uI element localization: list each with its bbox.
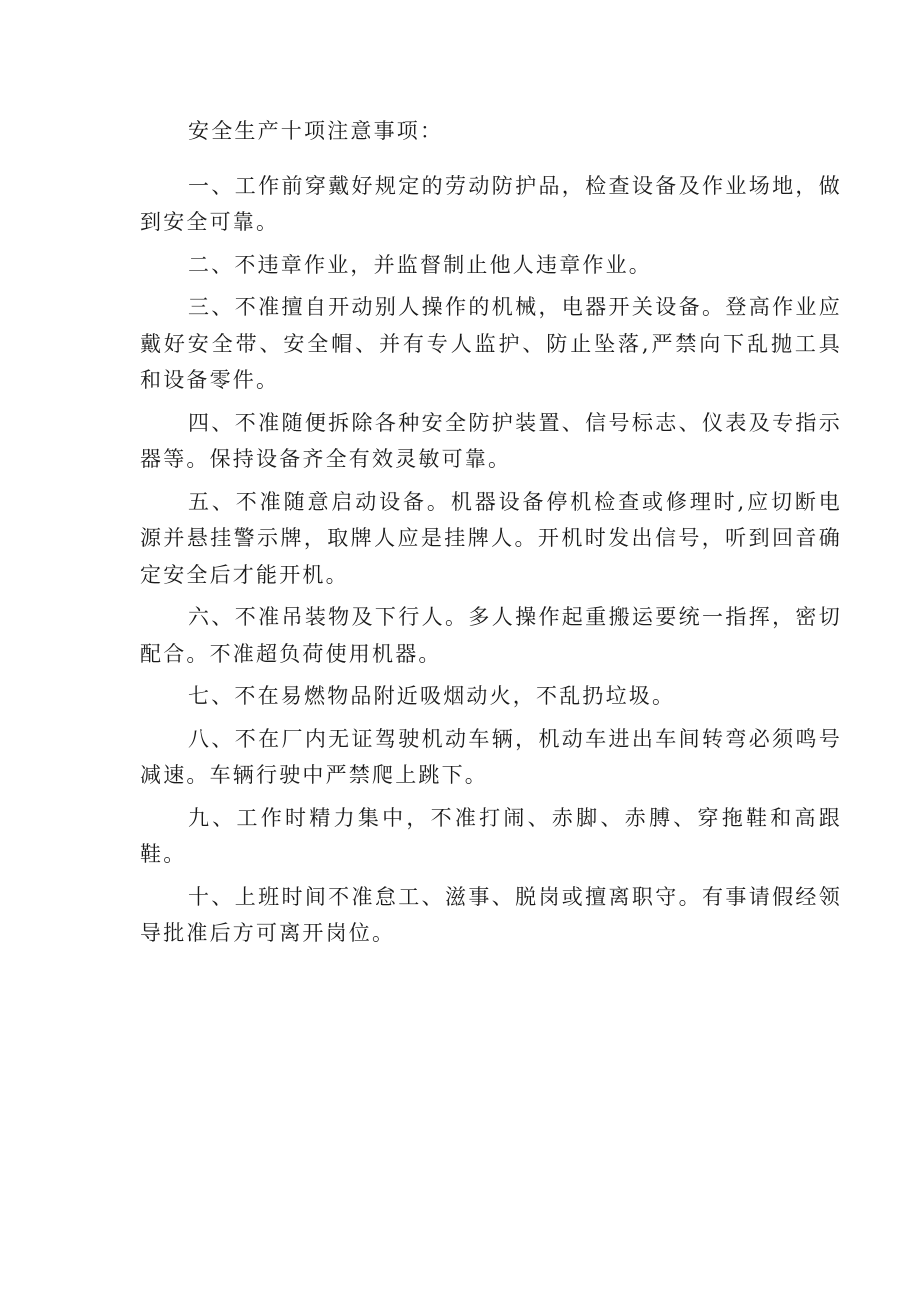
document-heading: 安全生产十项注意事项： xyxy=(188,119,444,143)
rule-item-4: 四、不准随便拆除各种安全防护装置、信号标志、仪表及专指示器等。保持设备齐全有效灵敏可靠。 xyxy=(140,410,842,471)
rule-item-6: 六、不准吊装物及下行人。多人操作起重搬运要统一指挥，密切配合。不准超负荷使用机器。 xyxy=(140,605,842,666)
rule-item-10: 十、上班时间不准怠工、滋事、脱岗或擅离职守。有事请假经领导批准后方可离开岗位。 xyxy=(140,884,842,945)
rule-item-2: 二、不违章作业，并监督制止他人违章作业。 xyxy=(188,252,652,277)
rule-item-7: 七、不在易燃物品附近吸烟动火，不乱扔垃圾。 xyxy=(188,684,676,708)
rule-item-3: 三、不准擅自开动别人操作的机械，电器开关设备。登高作业应戴好安全带、安全帽、并有专人监护、防止坠落,严禁向下乱抛工具和设备零件。 xyxy=(140,295,842,392)
rule-item-9: 九、工作时精力集中，不准打闹、赤脚、赤膊、穿拖鞋和高跟鞋。 xyxy=(140,805,842,866)
rule-item-5: 五、不准随意启动设备。机器设备停机检查或修理时,应切断电源并悬挂警示牌，取牌人应是挂牌人。开机时发出信号，听到回音确定安全后才能开机。 xyxy=(140,489,842,587)
document-body xyxy=(140,113,842,958)
rule-item-1: 一、工作前穿戴好规定的劳动防护品，检查设备及作业场地，做到安全可靠。 xyxy=(140,173,842,234)
rule-item-8: 八、不在厂内无证驾驶机动车辆，机动车进出车间转弯必须鸣号减速。车辆行驶中严禁爬上跳下。 xyxy=(140,726,842,787)
